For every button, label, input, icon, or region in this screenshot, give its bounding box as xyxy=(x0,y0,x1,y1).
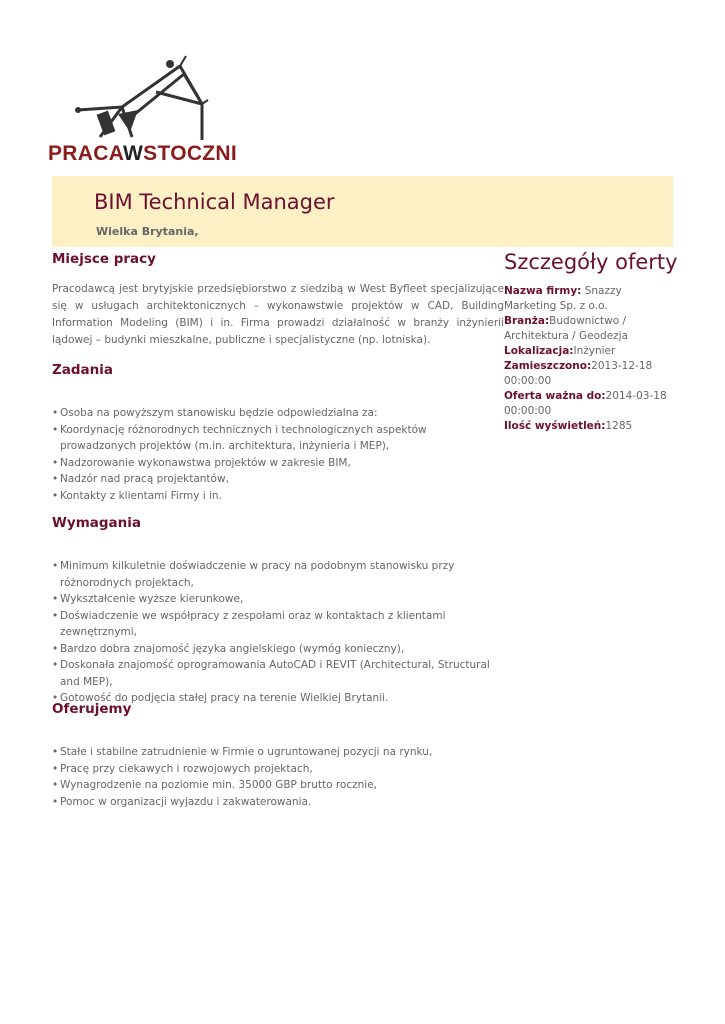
list-item: • Doskonała znajomość oprogramowania AutoCAD i REVIT (Architectural, Structural and MEP), xyxy=(52,657,504,690)
list-item: • Osoba na powyższym stanowisku będzie odpowiedzialna za: xyxy=(52,405,504,422)
details-title: Szczegóły oferty xyxy=(504,250,678,274)
workplace-text: Pracodawcą jest brytyjskie przedsiębiorstwo z siedzibą w West Byfleet specjalizujące się w usługach architektonicznych – wykonawstwie projektów w CAD, Building Information Modeling (BIM) i in. Firma prowadzi działalność w branży inżynierii lądowej – budynki mieszkalne, publiczne i specjalistyczne (np. lotniska). xyxy=(52,283,504,346)
detail-industry: Branża:Budownictwo / Architektura / Geodezja xyxy=(504,315,629,342)
location-value: Inżynier xyxy=(573,345,616,357)
list-item: • Stałe i stabilne zatrudnienie w Firmie o ugruntowanej pozycji na rynku, xyxy=(52,744,504,761)
tasks-list xyxy=(52,405,504,504)
offer-list xyxy=(52,744,504,810)
detail-views: Ilość wyświetleń:1285 xyxy=(504,420,633,432)
offer-heading: Oferujemy xyxy=(52,701,132,717)
job-location: Wielka Brytania, xyxy=(96,225,199,238)
detail-posted: Zamieszczono:2013-12-18 00:00:00 xyxy=(504,360,653,387)
industry-value: Budownictwo / Architektura / Geodezja xyxy=(504,315,629,342)
job-title: BIM Technical Manager xyxy=(94,190,335,214)
requirements-heading: Wymagania xyxy=(52,515,141,531)
logo-text: PRACAWSTOCZNI xyxy=(48,142,238,165)
list-item: • Nadzorowanie wykonawstwa projektów w zakresie BIM, xyxy=(52,455,504,472)
company-value: Snazzy Marketing Sp. z o.o. xyxy=(504,285,622,312)
list-item: • Doświadczenie we współpracy z zespołami oraz w kontaktach z klientami zewnętrznymi, xyxy=(52,608,504,641)
site-logo[interactable] xyxy=(48,52,238,167)
list-item: • Pomoc w organizacji wyjazdu i zakwaterowania. xyxy=(52,794,504,811)
list-item: • Minimum kilkuletnie doświadczenie w pracy na podobnym stanowisku przy różnorodnych projektach, xyxy=(52,558,504,591)
posted-value: 2013-12-18 00:00:00 xyxy=(504,360,653,387)
requirements-list xyxy=(52,558,504,707)
tasks-heading: Zadania xyxy=(52,362,114,378)
job-header xyxy=(52,176,673,247)
list-item: • Kontakty z klientami Firmy i in. xyxy=(52,488,504,505)
list-item: • Koordynację różnorodnych technicznych i technologicznych aspektów prowadzonych projektów (m.in. architektura, inżynieria i MEP), xyxy=(52,422,504,455)
detail-location: Lokalizacja:Inżynier xyxy=(504,345,616,357)
list-item: • Wynagrodzenie na poziomie min. 35000 GBP brutto rocznie, xyxy=(52,777,504,794)
workplace-heading: Miejsce pracy xyxy=(52,251,156,267)
list-item: • Pracę przy ciekawych i rozwojowych projektach, xyxy=(52,761,504,778)
views-value: 1285 xyxy=(605,420,633,432)
detail-company: Nazwa firmy: Snazzy Marketing Sp. z o.o. xyxy=(504,285,622,312)
details-list xyxy=(504,284,674,434)
valid-value: 2014-03-18 00:00:00 xyxy=(504,390,667,417)
list-item: • Bardzo dobra znajomość języka angielskiego (wymóg konieczny), xyxy=(52,641,504,658)
crane-icon xyxy=(60,52,220,144)
detail-valid: Oferta ważna do:2014-03-18 00:00:00 xyxy=(504,390,667,417)
list-item: • Gotowość do podjęcia stałej pracy na terenie Wielkiej Brytanii. xyxy=(52,690,504,707)
list-item: • Nadzór nad pracą projektantów, xyxy=(52,471,504,488)
list-item: • Wykształcenie wyższe kierunkowe, xyxy=(52,591,504,608)
